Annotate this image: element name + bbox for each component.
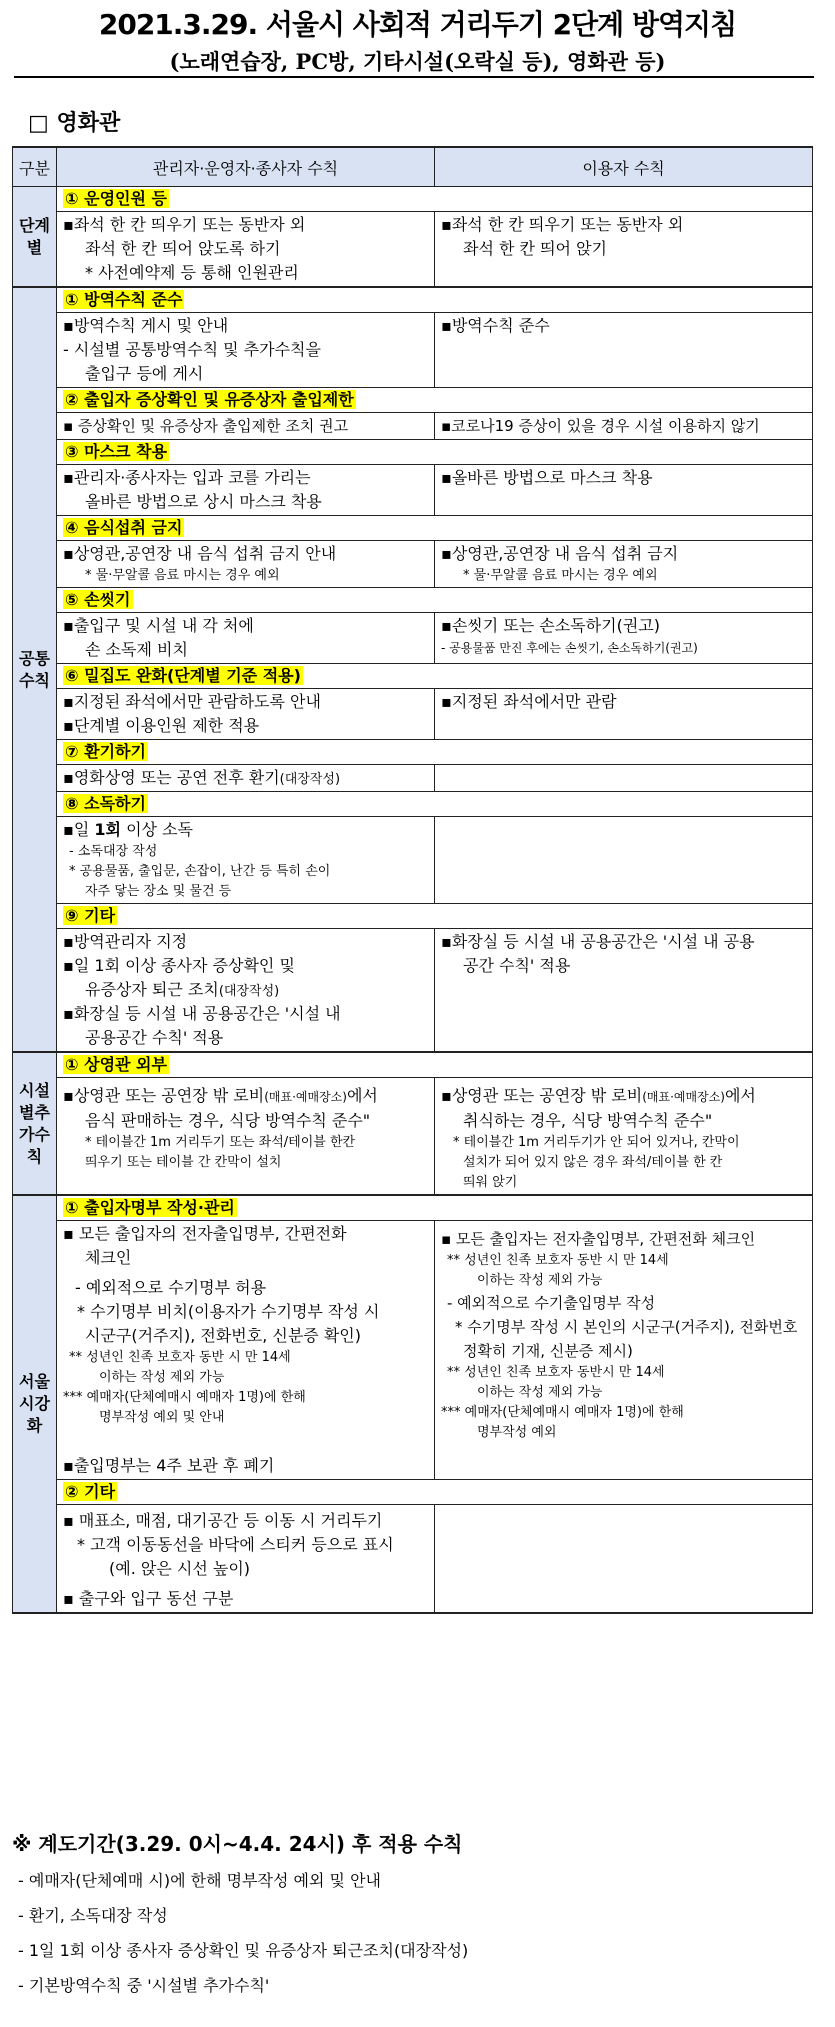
- header-category: 구분: [13, 147, 57, 187]
- table-row: [13, 212, 813, 288]
- manager-cell: ▪ 매표소, 매점, 대기공간 등 이동 시 거리두기 * 고객 이동동선을 바닥에 스티커 등으로 표시 (예. 앉은 시선 높이) ▪ 출구와 입구 동선 구분: [57, 1505, 435, 1614]
- category-facility: 시설별추가수칙: [13, 1052, 57, 1195]
- header-manager: 관리자·운영자·종사자 수칙: [57, 147, 435, 187]
- table-row: [13, 929, 813, 1053]
- user-cell: [435, 817, 813, 904]
- page-subtitle: (노래연습장, PC방, 기타시설(오락실 등), 영화관 등): [169, 49, 666, 74]
- table-row: [13, 613, 813, 664]
- title-divider: [14, 76, 814, 78]
- note-item: - 기본방역수칙 중 '시설별 추가수칙': [18, 1976, 270, 1995]
- manager-cell: ▪좌석 한 칸 띄우기 또는 동반자 외 좌석 한 칸 띄어 앉도록 하기 * 사전예약제 등 통해 인원관리: [57, 212, 435, 288]
- table-row: [13, 765, 813, 792]
- table-row: [13, 541, 813, 588]
- note-item: - 예매자(단체예매 시)에 한해 명부작성 예외 및 안내: [18, 1871, 381, 1890]
- row-heading: ⑨ 기타: [57, 904, 813, 929]
- manager-cell: ▪출입구 및 시설 내 각 처에 손 소독제 비치: [57, 613, 435, 664]
- table-row: [13, 1221, 813, 1480]
- user-cell: ▪코로나19 증상이 있을 경우 시설 이용하지 않기: [435, 413, 813, 440]
- page-title: 2021.3.29. 서울시 사회적 거리두기 2단계 방역지침: [98, 8, 737, 41]
- row-heading: ⑤ 손씻기: [57, 588, 813, 613]
- table-row: [13, 1078, 813, 1196]
- table-row: [13, 313, 813, 388]
- user-cell: ▪화장실 등 시설 내 공용공간은 '시설 내 공용 공간 수칙' 적용: [435, 929, 813, 1053]
- user-cell: [435, 1505, 813, 1614]
- manager-cell: ▪방역관리자 지정 ▪일 1회 이상 종사자 증상확인 및 유증상자 퇴근 조치(대장작성) ▪화장실 등 시설 내 공용공간은 '시설 내 공용공간 수칙' 적용: [57, 929, 435, 1053]
- table-row: [13, 413, 813, 440]
- user-cell: ▪좌석 한 칸 띄우기 또는 동반자 외 좌석 한 칸 띄어 앉기: [435, 212, 813, 288]
- table-row: [13, 689, 813, 740]
- row-heading: ① 방역수칙 준수: [57, 287, 813, 313]
- user-cell: ▪상영관 또는 공연장 밖 로비(매표·예매장소)에서 취식하는 경우, 식당 방역수칙 준수" * 테이블간 1m 거리두기가 안 되어 있거나, 칸막이 설치가 되어 있지 않은 경우 좌석/테이블 한 칸 띄워 앉기: [435, 1078, 813, 1196]
- row-heading: ① 운영인원 등: [57, 187, 813, 212]
- note-item: - 환기, 소독대장 작성: [18, 1906, 168, 1925]
- guideline-table: [12, 146, 813, 1614]
- row-heading: ⑥ 밀집도 완화(단계별 기준 적용): [57, 664, 813, 689]
- manager-cell: ▪일 1회 이상 소독 - 소독대장 작성 * 공용물품, 출입문, 손잡이, 난간 등 특히 손이 자주 닿는 장소 및 물건 등: [57, 817, 435, 904]
- user-cell: ▪손씻기 또는 손소독하기(권고) - 공용물품 만진 후에는 손씻기, 손소독하기(권고): [435, 613, 813, 664]
- row-heading: ④ 음식섭취 금지: [57, 516, 813, 541]
- row-heading: ③ 마스크 착용: [57, 440, 813, 465]
- table-row: [13, 465, 813, 516]
- row-heading: ① 상영관 외부: [57, 1052, 813, 1078]
- row-heading: ② 기타: [57, 1480, 813, 1505]
- manager-cell: ▪관리자·종사자는 입과 코를 가리는 올바른 방법으로 상시 마스크 착용: [57, 465, 435, 516]
- table-row: [13, 817, 813, 904]
- category-seoul: 서울시강화: [13, 1195, 57, 1613]
- manager-cell: ▪지정된 좌석에서만 관람하도록 안내 ▪단계별 이용인원 제한 적용: [57, 689, 435, 740]
- row-heading: ⑦ 환기하기: [57, 740, 813, 765]
- post-guidance-notes: [12, 1830, 822, 1998]
- user-cell: ▪ 모든 출입자는 전자출입명부, 간편전화 체크인 ** 성년인 친족 보호자 동반 시 만 14세 이하는 작성 제외 가능 - 예외적으로 수기출입명부 작성 * 수기명부 작성 시 본인의 시군구(거주지), 전화번호 정확히 기재, 신분증 제시) ** 성년인 친족 보호자 동반시 만 14세 이하는 작성 제외 가능 *** 예매자(단체예매시 예매자 1명)에 한해 명부작성 예외: [435, 1221, 813, 1480]
- table-header-row: [13, 147, 813, 187]
- manager-cell: ▪상영관 또는 공연장 밖 로비(매표·예매장소)에서 음식 판매하는 경우, 식당 방역수칙 준수" * 테이블간 1m 거리두기 또는 좌석/테이블 한칸 띄우기 또는 테이블 간 칸막이 설치: [57, 1078, 435, 1196]
- manager-cell: ▪상영관,공연장 내 음식 섭취 금지 안내 * 물·무알콜 음료 마시는 경우 예외: [57, 541, 435, 588]
- manager-cell: ▪ 모든 출입자의 전자출입명부, 간편전화 체크인 - 예외적으로 수기명부 허용 * 수기명부 비치(이용자가 수기명부 작성 시 시군구(거주지), 전화번호, 신분증 확인) ** 성년인 친족 보호자 동반 시 만 14세 이하는 작성 제외 가능 *** 예매자(단체예매시 예매자 1명)에 한해 명부작성 예외 및 안내 ▪출입명부는 4주 보관 후 폐기: [57, 1221, 435, 1480]
- row-heading: ① 출입자명부 작성·관리: [57, 1195, 813, 1221]
- manager-cell: ▪영화상영 또는 공연 전후 환기(대장작성): [57, 765, 435, 792]
- user-cell: ▪지정된 좌석에서만 관람: [435, 689, 813, 740]
- row-heading: ② 출입자 증상확인 및 유증상자 출입제한: [57, 388, 813, 413]
- user-cell: [435, 765, 813, 792]
- category-stage: 단계별: [13, 187, 57, 288]
- notes-heading: ※ 계도기간(3.29. 0시~4.4. 24시) 후 적용 수칙: [12, 1832, 463, 1856]
- user-cell: ▪올바른 방법으로 마스크 착용: [435, 465, 813, 516]
- section-heading: □ 영화관: [28, 111, 121, 136]
- category-common: 공통수칙: [13, 287, 57, 1052]
- user-cell: ▪방역수칙 준수: [435, 313, 813, 388]
- row-heading: ⑧ 소독하기: [57, 792, 813, 817]
- user-cell: ▪상영관,공연장 내 음식 섭취 금지 * 물·무알콜 음료 마시는 경우 예외: [435, 541, 813, 588]
- manager-cell: ▪ 증상확인 및 유증상자 출입제한 조치 권고: [57, 413, 435, 440]
- note-item: - 1일 1회 이상 종사자 증상확인 및 유증상자 퇴근조치(대장작성): [18, 1941, 469, 1960]
- table-row: [13, 1505, 813, 1614]
- header-user: 이용자 수칙: [435, 147, 813, 187]
- manager-cell: ▪방역수칙 게시 및 안내 - 시설별 공통방역수칙 및 추가수칙을 출입구 등에 게시: [57, 313, 435, 388]
